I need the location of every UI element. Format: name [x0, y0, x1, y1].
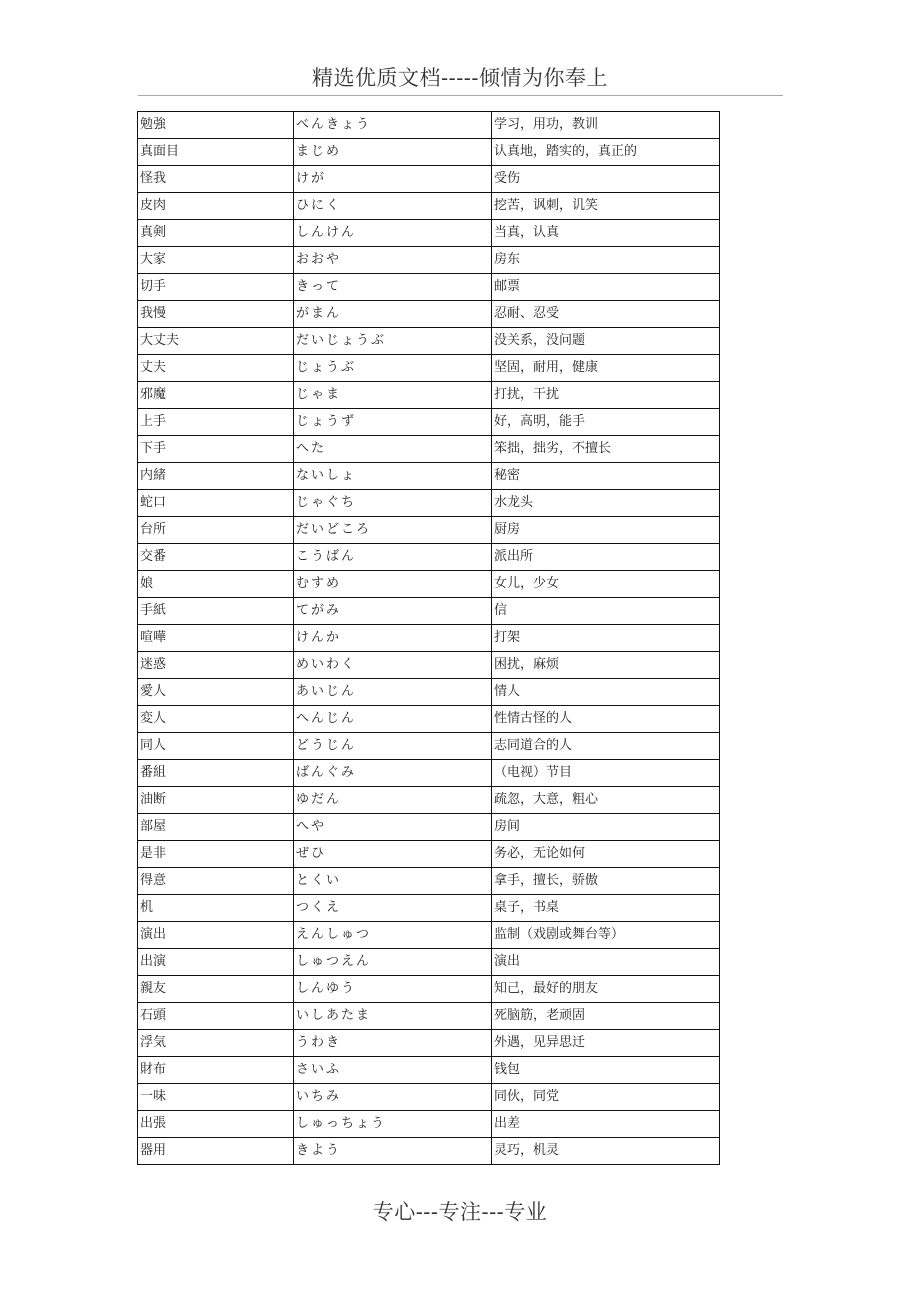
table-row — [138, 409, 720, 436]
kanji-cell: 内緒 — [138, 463, 294, 490]
meaning-cell: 监制（戏剧或舞台等） — [492, 922, 720, 949]
kanji-cell: 番組 — [138, 760, 294, 787]
meaning-cell: 灵巧，机灵 — [492, 1138, 720, 1165]
kana-cell: けんか — [294, 625, 492, 652]
kanji-cell: 器用 — [138, 1138, 294, 1165]
kanji-cell: 石頭 — [138, 1003, 294, 1030]
table-row — [138, 139, 720, 166]
table-row — [138, 1030, 720, 1057]
meaning-cell: 当真，认真 — [492, 220, 720, 247]
kana-cell: じょうず — [294, 409, 492, 436]
kanji-cell: 丈夫 — [138, 355, 294, 382]
kanji-cell: 演出 — [138, 922, 294, 949]
meaning-cell: （电视）节目 — [492, 760, 720, 787]
kana-cell: おおや — [294, 247, 492, 274]
meaning-cell: 没关系，没问题 — [492, 328, 720, 355]
table-row — [138, 652, 720, 679]
meaning-cell: 情人 — [492, 679, 720, 706]
kanji-cell: 台所 — [138, 517, 294, 544]
table-row — [138, 274, 720, 301]
meaning-cell: 派出所 — [492, 544, 720, 571]
kanji-cell: 真面目 — [138, 139, 294, 166]
meaning-cell: 秘密 — [492, 463, 720, 490]
kanji-cell: 手紙 — [138, 598, 294, 625]
meaning-cell: 演出 — [492, 949, 720, 976]
table-row — [138, 1003, 720, 1030]
kana-cell: むすめ — [294, 571, 492, 598]
kanji-cell: 邪魔 — [138, 382, 294, 409]
table-row — [138, 625, 720, 652]
kana-cell: いちみ — [294, 1084, 492, 1111]
kanji-cell: 勉強 — [138, 112, 294, 139]
kanji-cell: 怪我 — [138, 166, 294, 193]
table-row — [138, 382, 720, 409]
kanji-cell: 大丈夫 — [138, 328, 294, 355]
kanji-cell: 上手 — [138, 409, 294, 436]
meaning-cell: 坚固，耐用，健康 — [492, 355, 720, 382]
kanji-cell: 我慢 — [138, 301, 294, 328]
meaning-cell: 挖苦，讽刺，讥笑 — [492, 193, 720, 220]
table-row — [138, 598, 720, 625]
kana-cell: じゃぐち — [294, 490, 492, 517]
table-row — [138, 1138, 720, 1165]
meaning-cell: 笨拙，拙劣，不擅长 — [492, 436, 720, 463]
kana-cell: きって — [294, 274, 492, 301]
table-row — [138, 517, 720, 544]
kanji-cell: 交番 — [138, 544, 294, 571]
kana-cell: さいふ — [294, 1057, 492, 1084]
header-divider — [138, 95, 783, 96]
kana-cell: べんきょう — [294, 112, 492, 139]
kana-cell: めいわく — [294, 652, 492, 679]
meaning-cell: 女儿，少女 — [492, 571, 720, 598]
table-row — [138, 922, 720, 949]
meaning-cell: 拿手，擅长，骄傲 — [492, 868, 720, 895]
kanji-cell: 喧嘩 — [138, 625, 294, 652]
table-row — [138, 166, 720, 193]
table-row — [138, 301, 720, 328]
kanji-cell: 是非 — [138, 841, 294, 868]
kanji-cell: 切手 — [138, 274, 294, 301]
kanji-cell: 皮肉 — [138, 193, 294, 220]
kana-cell: うわき — [294, 1030, 492, 1057]
meaning-cell: 信 — [492, 598, 720, 625]
kana-cell: つくえ — [294, 895, 492, 922]
kanji-cell: 出演 — [138, 949, 294, 976]
kana-cell: へた — [294, 436, 492, 463]
kana-cell: しんけん — [294, 220, 492, 247]
table-row — [138, 328, 720, 355]
page-footer: 专心---专注---专业 — [372, 1200, 548, 1224]
kana-cell: だいじょうぶ — [294, 328, 492, 355]
kanji-cell: 愛人 — [138, 679, 294, 706]
kana-cell: がまん — [294, 301, 492, 328]
meaning-cell: 务必，无论如何 — [492, 841, 720, 868]
kanji-cell: 得意 — [138, 868, 294, 895]
kanji-cell: 一味 — [138, 1084, 294, 1111]
meaning-cell: 好，高明，能手 — [492, 409, 720, 436]
meaning-cell: 出差 — [492, 1111, 720, 1138]
kanji-cell: 机 — [138, 895, 294, 922]
meaning-cell: 认真地，踏实的，真正的 — [492, 139, 720, 166]
table-row — [138, 490, 720, 517]
table-row — [138, 1111, 720, 1138]
table-row — [138, 733, 720, 760]
kana-cell: ないしょ — [294, 463, 492, 490]
meaning-cell: 打架 — [492, 625, 720, 652]
table-row — [138, 220, 720, 247]
kana-cell: しんゆう — [294, 976, 492, 1003]
kana-cell: まじめ — [294, 139, 492, 166]
meaning-cell: 受伤 — [492, 166, 720, 193]
table-row — [138, 868, 720, 895]
meaning-cell: 外遇，见异思迁 — [492, 1030, 720, 1057]
kana-cell: へや — [294, 814, 492, 841]
table-row — [138, 193, 720, 220]
kanji-cell: 財布 — [138, 1057, 294, 1084]
kana-cell: いしあたま — [294, 1003, 492, 1030]
table-row — [138, 571, 720, 598]
table-row — [138, 841, 720, 868]
kana-cell: どうじん — [294, 733, 492, 760]
kanji-cell: 同人 — [138, 733, 294, 760]
kana-cell: へんじん — [294, 706, 492, 733]
table-row — [138, 355, 720, 382]
kana-cell: ゆだん — [294, 787, 492, 814]
table-row — [138, 112, 720, 139]
table-row — [138, 976, 720, 1003]
table-row — [138, 1084, 720, 1111]
meaning-cell: 水龙头 — [492, 490, 720, 517]
kanji-cell: 大家 — [138, 247, 294, 274]
meaning-cell: 学习，用功，教训 — [492, 112, 720, 139]
kanji-cell: 変人 — [138, 706, 294, 733]
table-row — [138, 787, 720, 814]
kanji-cell: 真剣 — [138, 220, 294, 247]
kana-cell: ひにく — [294, 193, 492, 220]
kana-cell: じゃま — [294, 382, 492, 409]
kanji-cell: 娘 — [138, 571, 294, 598]
table-row — [138, 463, 720, 490]
table-row — [138, 814, 720, 841]
kanji-cell: 出張 — [138, 1111, 294, 1138]
table-row — [138, 1057, 720, 1084]
kana-cell: きよう — [294, 1138, 492, 1165]
vocabulary-table — [137, 111, 720, 1165]
table-row — [138, 544, 720, 571]
kana-cell: しゅつえん — [294, 949, 492, 976]
meaning-cell: 困扰，麻烦 — [492, 652, 720, 679]
kana-cell: こうばん — [294, 544, 492, 571]
meaning-cell: 知己，最好的朋友 — [492, 976, 720, 1003]
kanji-cell: 下手 — [138, 436, 294, 463]
vocabulary-table-body — [138, 112, 720, 1165]
kanji-cell: 浮気 — [138, 1030, 294, 1057]
meaning-cell: 房间 — [492, 814, 720, 841]
kanji-cell: 蛇口 — [138, 490, 294, 517]
meaning-cell: 同伙，同党 — [492, 1084, 720, 1111]
kanji-cell: 迷惑 — [138, 652, 294, 679]
kana-cell: けが — [294, 166, 492, 193]
meaning-cell: 志同道合的人 — [492, 733, 720, 760]
meaning-cell: 疏忽，大意，粗心 — [492, 787, 720, 814]
kana-cell: とくい — [294, 868, 492, 895]
kana-cell: えんしゅつ — [294, 922, 492, 949]
table-row — [138, 679, 720, 706]
kanji-cell: 部屋 — [138, 814, 294, 841]
kana-cell: あいじん — [294, 679, 492, 706]
table-row — [138, 949, 720, 976]
meaning-cell: 性情古怪的人 — [492, 706, 720, 733]
table-row — [138, 436, 720, 463]
kana-cell: だいどころ — [294, 517, 492, 544]
kanji-cell: 親友 — [138, 976, 294, 1003]
table-row — [138, 760, 720, 787]
page-header: 精选优质文档-----倾情为你奉上 — [312, 66, 608, 90]
meaning-cell: 桌子，书桌 — [492, 895, 720, 922]
meaning-cell: 钱包 — [492, 1057, 720, 1084]
meaning-cell: 忍耐、忍受 — [492, 301, 720, 328]
kana-cell: しゅっちょう — [294, 1111, 492, 1138]
meaning-cell: 房东 — [492, 247, 720, 274]
table-row — [138, 247, 720, 274]
kana-cell: ぜひ — [294, 841, 492, 868]
meaning-cell: 邮票 — [492, 274, 720, 301]
kana-cell: じょうぶ — [294, 355, 492, 382]
table-row — [138, 895, 720, 922]
kana-cell: ばんぐみ — [294, 760, 492, 787]
meaning-cell: 死脑筋，老顽固 — [492, 1003, 720, 1030]
kana-cell: てがみ — [294, 598, 492, 625]
meaning-cell: 打扰，干扰 — [492, 382, 720, 409]
table-row — [138, 706, 720, 733]
meaning-cell: 厨房 — [492, 517, 720, 544]
kanji-cell: 油断 — [138, 787, 294, 814]
